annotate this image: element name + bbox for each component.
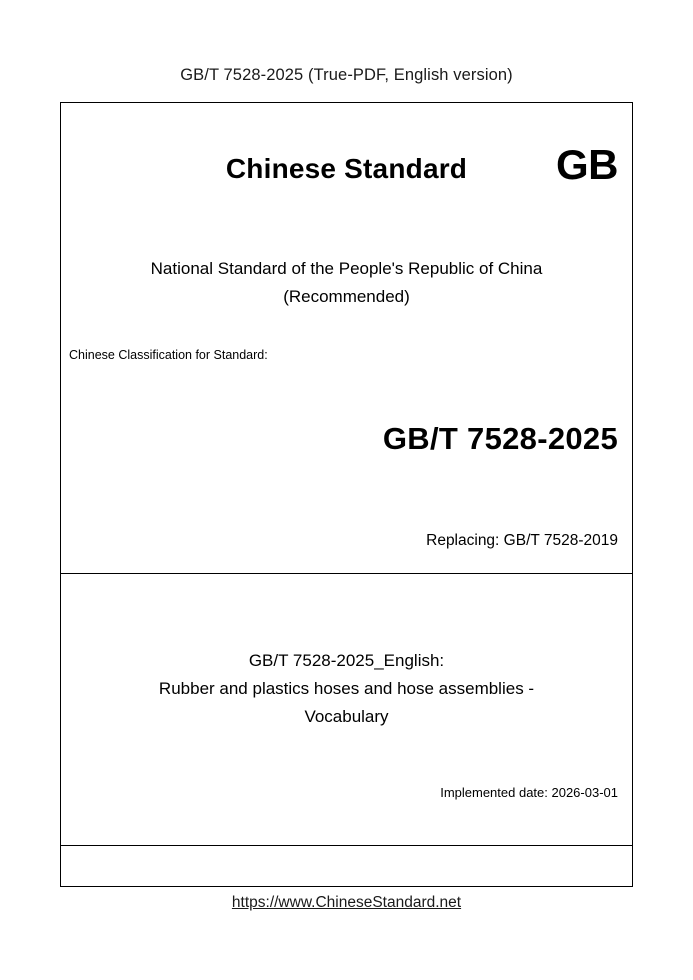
cover-top-section [61,103,632,574]
national-standard-line-1: National Standard of the People's Republic of China [150,259,543,278]
english-title-line-2: Rubber and plastics hoses and hose assemblies - [158,679,535,698]
document-header-title: GB/T 7528-2025 (True-PDF, English version) [180,66,513,84]
gb-logo-mark: GB [556,141,618,188]
implemented-date: Implemented date: 2026-03-01 [440,785,618,800]
national-standard-lines [61,255,632,311]
replacing-standard: Replacing: GB/T 7528-2019 [426,532,618,549]
english-title-block [61,647,632,731]
national-standard-line-2: (Recommended) [283,287,410,306]
classification-label: Chinese Classification for Standard: [69,348,268,362]
cover-main-title: Chinese Standard [225,153,468,184]
english-title-line-3: Vocabulary [304,707,389,726]
cover-middle-section [61,574,632,846]
standard-cover-box [60,102,633,887]
source-website-link[interactable]: https://www.ChineseStandard.net [231,894,462,911]
english-title-line-1: GB/T 7528-2025_English: [248,651,445,670]
cover-bottom-section [61,846,632,885]
standard-number: GB/T 7528-2025 [382,421,618,456]
